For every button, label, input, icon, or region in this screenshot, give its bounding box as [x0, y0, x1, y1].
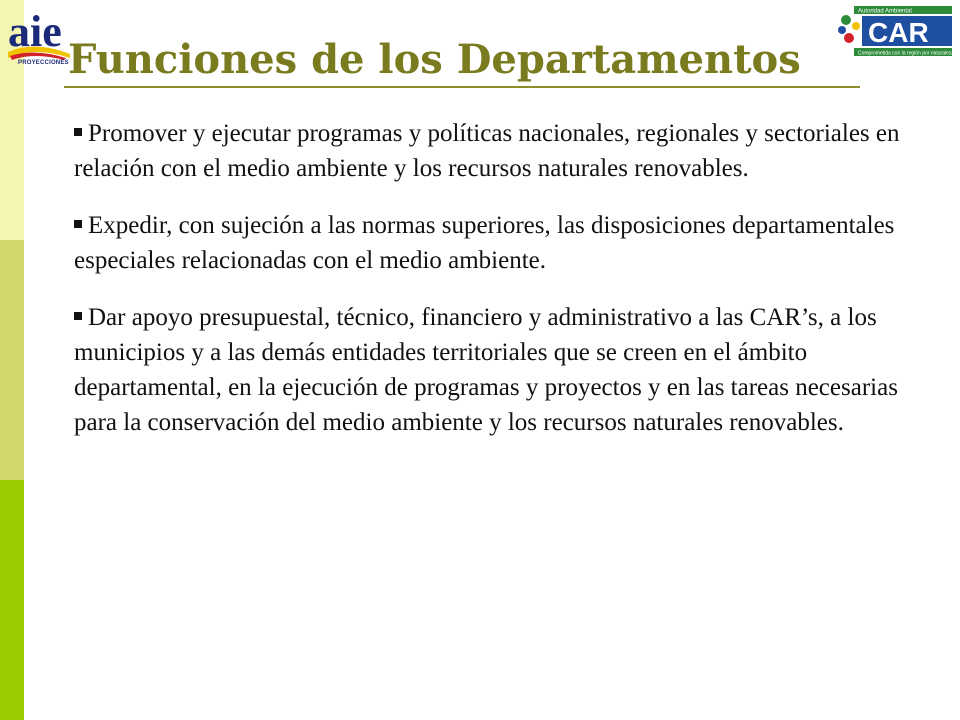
- car-logo-top-text: Autoridad Ambiental: [858, 8, 912, 15]
- aie-logo-text: aie: [8, 7, 62, 56]
- car-logo-main-text: CAR: [868, 17, 929, 48]
- list-item: [74, 116, 910, 186]
- list-item: [74, 208, 910, 278]
- car-logo-bottom-text: Comprometida con la región por naturaleza: [858, 50, 954, 57]
- title-underline: [64, 86, 860, 88]
- sidebar-stripe-middle: [0, 240, 24, 480]
- bullet-text: Promover y ejecutar programas y políticas nacionales, regionales y sectoriales en relación con el medio ambiente y los recursos naturales renovables.: [74, 120, 900, 182]
- bullet-text: Expedir, con sujeción a las normas superiores, las disposiciones departamentales especiales relacionadas con el medio ambiente.: [74, 212, 895, 274]
- square-bullet-icon: [74, 312, 82, 320]
- bullet-text: Dar apoyo presupuestal, técnico, financiero y administrativo a las CAR’s, a los municipios y a las demás entidades territoriales que se creen en el ámbito departamental, en la ejecución de programas y proyectos y en las tareas necesarias para la conservación del medio ambiente y los recursos naturales renovables.: [74, 304, 898, 436]
- aie-logo-caption: PROYECCIONES: [18, 60, 69, 66]
- slide-title: Funciones de los Departamentos: [68, 36, 801, 83]
- aie-logo-icon: [4, 2, 74, 66]
- square-bullet-icon: [74, 220, 82, 228]
- car-logo-icon: [836, 4, 954, 60]
- square-bullet-icon: [74, 128, 82, 136]
- bullet-list: [74, 116, 910, 462]
- sidebar-stripe-bottom: [0, 480, 24, 720]
- list-item: [74, 300, 910, 440]
